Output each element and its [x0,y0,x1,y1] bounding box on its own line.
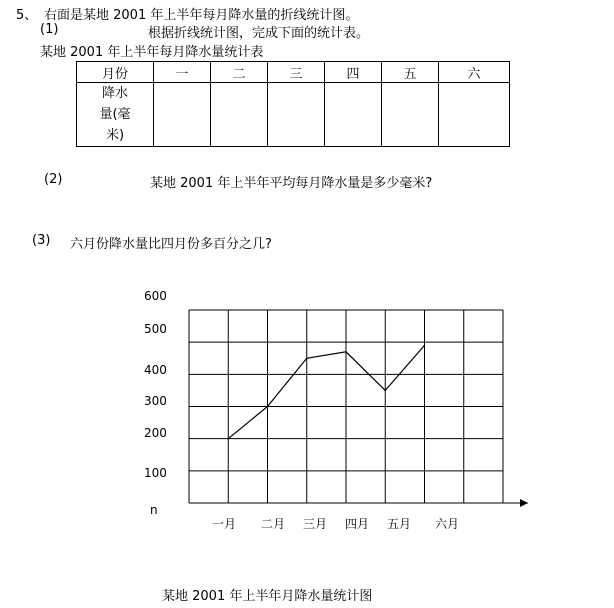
rainfall-data-point [306,357,308,359]
header-cell-month-2: 二 [211,62,268,83]
part3-number: (3) [32,233,51,248]
chart-title: 某地 2001 年上半年月降水量统计图 [162,589,373,604]
row-label-line: 降水 [101,86,128,101]
header-cell-month-5: 五 [382,62,439,83]
x-tick-label: 五月 [386,517,412,531]
header-cell-month-label: 月份 [77,62,154,83]
table-title: 某地 2001 年上半年每月降水量统计表 [40,45,264,60]
x-tick-label: 四月 [344,517,370,531]
y-tick-label: 600 [144,289,167,303]
header-cell-month-1: 一 [154,62,211,83]
x-tick-label: 六月 [434,517,460,531]
part1-number: (1) [40,22,59,37]
rainfall-data-point [267,406,269,408]
part3-text: 六月份降水量比四月份多百分之几? [70,237,272,252]
row-label-line: 米) [105,128,125,143]
part2-text: 某地 2001 年上半年平均每月降水量是多少毫米? [150,176,433,191]
rainfall-data-point [384,390,386,392]
header-cell-month-3: 三 [268,62,325,83]
x-axis-arrow-icon [520,499,528,507]
part1-text: 根据折线统计图，完成下面的统计表。 [148,26,370,41]
rainfall-data-point [227,438,229,440]
y-tick-label: 300 [144,394,167,408]
row-label-line: 量(毫 [99,107,131,122]
rainfall-data-point [424,345,426,347]
y-tick-label: 100 [144,466,167,480]
header-cell-month-4: 四 [325,62,382,83]
x-tick-label: 二月 [260,517,286,531]
x-tick-label: 一月 [211,517,237,531]
question-number: 5、 [16,8,38,23]
part2-number: (2) [44,172,63,187]
x-tick-label: 三月 [302,517,328,531]
y-tick-label: 200 [144,426,167,440]
y-origin-label: n [150,503,158,517]
rainfall-series-line [228,345,424,438]
header-cell-month-6: 六 [439,62,510,83]
question-intro: 右面是某地 2001 年上半年每月降水量的折线统计图。 [44,8,359,23]
rainfall-data-point [345,351,347,353]
y-tick-label: 400 [144,363,167,377]
y-tick-label: 500 [144,322,167,336]
